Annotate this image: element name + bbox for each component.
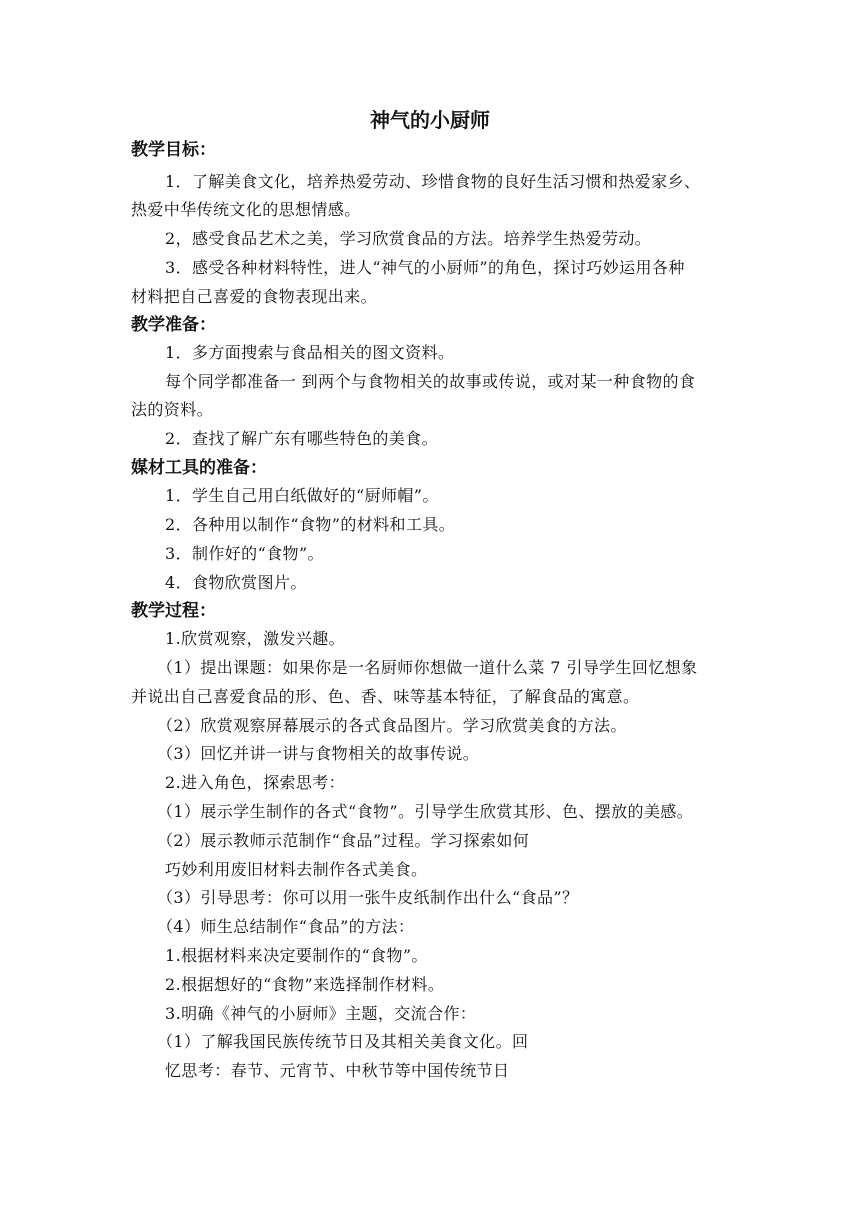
process-line-2: （1）提出课题：如果你是一名厨师你想做一道什么菜 7 引导学生回忆想象 [157, 658, 698, 677]
prep-line-2: 每个同学都准备一 到两个与食物相关的故事或传说，或对某一种食物的食 [165, 372, 696, 391]
document-title: 神气的小厨师 [370, 108, 490, 132]
heading-teaching-prep: 教学准备： [131, 315, 216, 335]
process-line-5: （3）回忆并讲一讲与食物相关的故事传说。 [157, 744, 480, 763]
process-line-6: 2.进入角色，探索思考： [165, 773, 346, 792]
prep-line-4: 2．查找了解广东有哪些特色的美食。 [165, 429, 438, 448]
process-line-4: （2）欣赏观察屏幕展示的各式食品图片。学习欣赏美食的方法。 [157, 716, 627, 735]
process-line-16: 忆思考：春节、元宵节、中秋节等中国传统节日 [165, 1061, 510, 1080]
process-line-9: 巧妙利用废旧材料去制作各式美食。 [165, 860, 428, 879]
prep-line-1: 1．多方面搜索与食品相关的图文资料。 [165, 343, 455, 362]
tools-line-2: 2．各种用以制作“食物”的材料和工具。 [165, 515, 456, 534]
goals-line-5: 材料把自己喜爱的食物表现出来。 [131, 287, 378, 306]
goals-line-2: 热爱中华传统文化的思想情感。 [131, 200, 361, 219]
process-line-8: （2）展示教师示范制作“食品”过程。学习探索如何 [157, 831, 530, 850]
process-line-14: 3.明确《神气的小厨师》主题，交流合作： [165, 1004, 477, 1023]
process-line-10: （3）引导思考：你可以用一张牛皮纸制作出什么“食品”？ [157, 888, 579, 907]
process-line-11: （4）师生总结制作“食品”的方法： [157, 917, 415, 936]
process-line-7: （1）展示学生制作的各式“食物”。引导学生欣赏其形、色、摆放的美感。 [157, 802, 694, 821]
prep-line-3: 法的资料。 [131, 400, 214, 419]
process-line-1: 1.欣赏观察，激发兴趣。 [165, 629, 346, 648]
heading-teaching-goals: 教学目标： [131, 140, 216, 160]
process-line-12: 1.根据材料来决定要制作的“食物”。 [165, 946, 428, 965]
process-line-13: 2.根据想好的“食物”来选择制作材料。 [165, 975, 445, 994]
heading-tools-prep: 媒材工具的准备： [131, 458, 267, 478]
goals-line-4: 3．感受各种材料特性，进人“神气的小厨师”的角色，探讨巧妙运用各种 [165, 258, 685, 277]
tools-line-3: 3．制作好的“食物”。 [165, 544, 324, 563]
tools-line-1: 1．学生自己用白纸做好的“厨师帽”。 [165, 486, 439, 505]
process-line-15: （1）了解我国民族传统节日及其相关美食文化。回 [157, 1032, 529, 1051]
heading-teaching-process: 教学过程： [131, 601, 216, 621]
goals-line-3: 2，感受食品艺术之美，学习欣赏食品的方法。培养学生热爱劳动。 [165, 229, 652, 248]
goals-line-1: 1．了解美食文化，培养热爱劳动、珍惜食物的良好生活习惯和热爱家乡、 [165, 172, 701, 191]
tools-line-4: 4．食物欣赏图片。 [165, 573, 307, 592]
process-line-3: 并说出自己喜爱食品的形、色、香、味等基本特征，了解食品的寓意。 [131, 687, 640, 706]
